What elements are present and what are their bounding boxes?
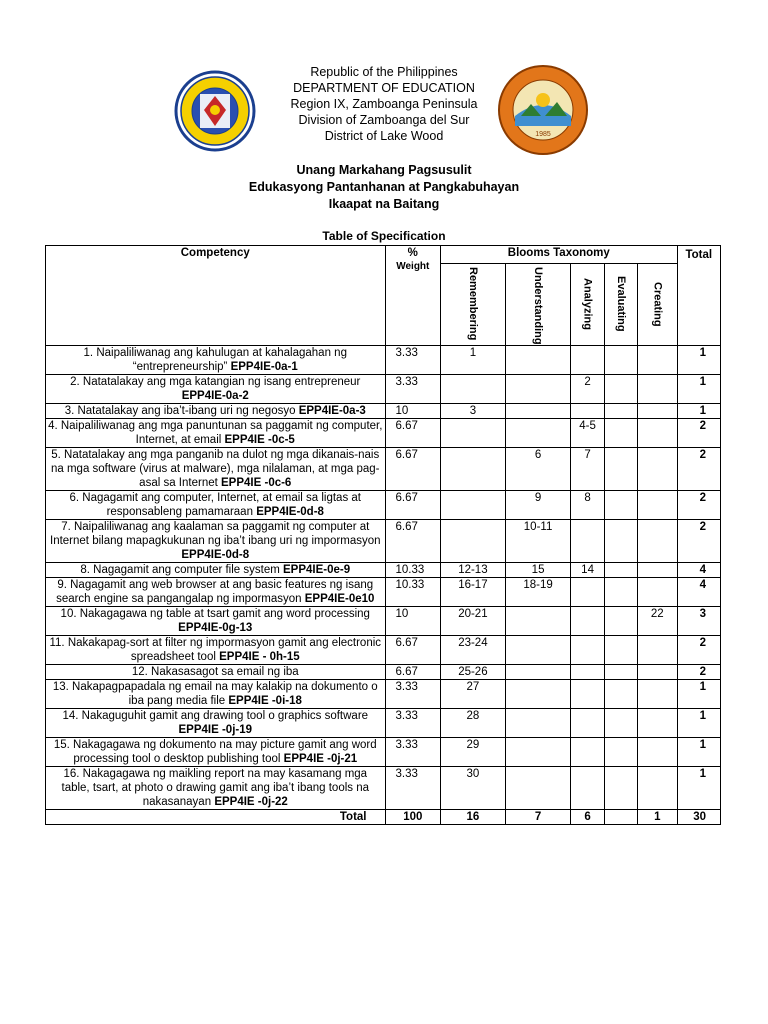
seal-year: 1985 bbox=[535, 131, 551, 138]
total-cell: 1 bbox=[677, 345, 721, 374]
percent-label: % bbox=[407, 247, 418, 259]
competency-cell bbox=[46, 490, 386, 519]
weight-cell: 6.67 bbox=[385, 418, 441, 447]
creating-cell bbox=[638, 635, 677, 664]
total-cell: 1 bbox=[677, 737, 721, 766]
table-title: Table of Specification bbox=[322, 229, 446, 243]
competency-code: EPP4IE-0a-1 bbox=[230, 360, 298, 373]
total-und-cell: 7 bbox=[505, 809, 571, 824]
remembering-cell: 16-17 bbox=[441, 577, 506, 606]
analyzing-label: Analyzing bbox=[581, 278, 594, 330]
remembering-cell bbox=[441, 418, 506, 447]
competency-cell bbox=[46, 606, 386, 635]
competency-text: 14. Nakaguguhit gamit ang drawing tool o graphics software bbox=[62, 709, 369, 722]
table-row bbox=[46, 447, 721, 490]
table-body bbox=[46, 345, 721, 824]
total-row-label: Total bbox=[46, 809, 386, 824]
creating-header bbox=[638, 264, 677, 346]
competency-cell bbox=[46, 679, 386, 708]
analyzing-cell bbox=[571, 679, 604, 708]
evaluating-cell bbox=[604, 635, 637, 664]
competency-code: EPP4IE-0e-9 bbox=[283, 563, 351, 576]
table-row bbox=[46, 562, 721, 577]
competency-text: 10. Nakagagawa ng table at tsart gamit ang word processing bbox=[60, 607, 370, 620]
analyzing-cell: 14 bbox=[571, 562, 604, 577]
evaluating-cell bbox=[604, 519, 637, 562]
competency-cell bbox=[46, 447, 386, 490]
competency-code: EPP4IE -0c-5 bbox=[224, 433, 295, 446]
total-cell: 2 bbox=[677, 664, 721, 679]
total-cell: 4 bbox=[677, 562, 721, 577]
weight-cell: 10 bbox=[385, 606, 441, 635]
remembering-cell: 3 bbox=[441, 403, 506, 418]
weight-header bbox=[385, 246, 441, 346]
competency-text: 3. Natatalakay ang iba’t-ibang uri ng negosyo bbox=[64, 404, 296, 417]
remembering-cell: 28 bbox=[441, 708, 506, 737]
evaluating-cell bbox=[604, 606, 637, 635]
remembering-cell bbox=[441, 374, 506, 403]
total-cell: 1 bbox=[677, 679, 721, 708]
creating-cell bbox=[638, 562, 677, 577]
competency-code: EPP4IE-0d-8 bbox=[181, 548, 250, 561]
evaluating-cell bbox=[604, 577, 637, 606]
exam-title-line1: Unang Markahang Pagsusulit bbox=[296, 163, 472, 177]
exam-title-line2: Edukasyong Pantanhanan at Pangkabuhayan bbox=[248, 180, 520, 194]
understanding-cell bbox=[505, 606, 571, 635]
remembering-cell: 20-21 bbox=[441, 606, 506, 635]
competency-cell bbox=[46, 737, 386, 766]
table-row bbox=[46, 577, 721, 606]
creating-cell bbox=[638, 447, 677, 490]
weight-cell: 3.33 bbox=[385, 708, 441, 737]
creating-label: Creating bbox=[651, 282, 664, 327]
total-cell: 2 bbox=[677, 519, 721, 562]
total-eva-cell bbox=[604, 809, 637, 824]
evaluating-cell bbox=[604, 562, 637, 577]
analyzing-header bbox=[571, 264, 604, 346]
weight-cell: 3.33 bbox=[385, 737, 441, 766]
remembering-cell: 30 bbox=[441, 766, 506, 809]
exam-titles bbox=[0, 162, 768, 213]
weight-cell: 6.67 bbox=[385, 635, 441, 664]
weight-cell: 3.33 bbox=[385, 345, 441, 374]
competency-cell bbox=[46, 403, 386, 418]
competency-cell bbox=[46, 345, 386, 374]
creating-cell bbox=[638, 403, 677, 418]
weight-cell: 3.33 bbox=[385, 766, 441, 809]
competency-code: EPP4IE -0j-22 bbox=[214, 795, 288, 808]
creating-cell bbox=[638, 708, 677, 737]
creating-cell bbox=[638, 418, 677, 447]
evaluating-header bbox=[604, 264, 637, 346]
evaluating-cell bbox=[604, 737, 637, 766]
weight-cell: 6.67 bbox=[385, 519, 441, 562]
total-weight-cell: 100 bbox=[385, 809, 441, 824]
evaluating-cell bbox=[604, 708, 637, 737]
total-cell: 1 bbox=[677, 374, 721, 403]
table-row bbox=[46, 708, 721, 737]
competency-text: 16. Nakagagawa ng maikling report na may kasamang mga table, tsart, at photo o drawing gamit ang iba’t ibang tools na nakasanayan bbox=[61, 767, 370, 808]
table-row bbox=[46, 345, 721, 374]
creating-cell bbox=[638, 519, 677, 562]
region-line: Region IX, Zamboanga Peninsula bbox=[290, 97, 478, 111]
understanding-cell bbox=[505, 766, 571, 809]
department-line: DEPARTMENT OF EDUCATION bbox=[293, 81, 475, 95]
exam-title-line3: Ikaapat na Baitang bbox=[328, 197, 440, 211]
creating-cell: 22 bbox=[638, 606, 677, 635]
analyzing-cell bbox=[571, 708, 604, 737]
remembering-label: Remembering bbox=[466, 267, 479, 341]
creating-cell bbox=[638, 737, 677, 766]
competency-cell bbox=[46, 577, 386, 606]
remembering-cell: 27 bbox=[441, 679, 506, 708]
creating-cell bbox=[638, 490, 677, 519]
evaluating-label: Evaluating bbox=[614, 276, 627, 332]
evaluating-cell bbox=[604, 418, 637, 447]
remembering-cell: 29 bbox=[441, 737, 506, 766]
evaluating-cell bbox=[604, 679, 637, 708]
competency-cell bbox=[46, 374, 386, 403]
table-row bbox=[46, 418, 721, 447]
competency-cell bbox=[46, 418, 386, 447]
competency-code: EPP4IE-0g-13 bbox=[178, 621, 253, 634]
competency-code: EPP4IE -0j-19 bbox=[178, 723, 253, 736]
remembering-cell bbox=[441, 519, 506, 562]
competency-text: 4. Naipaliliwanag ang mga panuntunan sa paggamit ng computer, Internet, at email bbox=[48, 419, 383, 446]
weight-cell: 10 bbox=[385, 403, 441, 418]
total-cell: 1 bbox=[677, 403, 721, 418]
creating-cell bbox=[638, 577, 677, 606]
table-of-specification bbox=[45, 245, 721, 825]
table-row bbox=[46, 635, 721, 664]
understanding-cell bbox=[505, 737, 571, 766]
remembering-cell: 12-13 bbox=[441, 562, 506, 577]
evaluating-cell bbox=[604, 664, 637, 679]
understanding-cell: 15 bbox=[505, 562, 571, 577]
creating-cell bbox=[638, 664, 677, 679]
analyzing-cell bbox=[571, 403, 604, 418]
analyzing-cell bbox=[571, 345, 604, 374]
total-cell: 2 bbox=[677, 635, 721, 664]
weight-label: Weight bbox=[396, 261, 430, 272]
understanding-label: Understanding bbox=[532, 267, 545, 345]
division-line: Division of Zamboanga del Sur bbox=[298, 113, 470, 127]
table-row bbox=[46, 606, 721, 635]
understanding-cell bbox=[505, 708, 571, 737]
understanding-cell bbox=[505, 664, 571, 679]
competency-code: EPP4IE-0e10 bbox=[304, 592, 375, 605]
competency-text: 9. Nagagamit ang web browser at ang basic features ng isang search engine sa pangangalap ng impormasyon bbox=[56, 578, 374, 605]
competency-text: 1. Naipaliliwanag ang kahulugan at kahalagahan ng “entrepreneurship” bbox=[83, 346, 347, 373]
weight-cell: 3.33 bbox=[385, 679, 441, 708]
table-row bbox=[46, 679, 721, 708]
total-cell: 1 bbox=[677, 708, 721, 737]
district-line: District of Lake Wood bbox=[324, 129, 444, 143]
competency-cell bbox=[46, 635, 386, 664]
competency-code: EPP4IE-0a-2 bbox=[181, 389, 249, 402]
remembering-cell: 23-24 bbox=[441, 635, 506, 664]
table-row bbox=[46, 766, 721, 809]
table-row bbox=[46, 664, 721, 679]
total-cell: 3 bbox=[677, 606, 721, 635]
total-cell: 2 bbox=[677, 447, 721, 490]
understanding-cell: 10-11 bbox=[505, 519, 571, 562]
understanding-cell bbox=[505, 345, 571, 374]
understanding-cell bbox=[505, 635, 571, 664]
competency-cell bbox=[46, 766, 386, 809]
competency-code: EPP4IE -0i-18 bbox=[228, 694, 302, 707]
total-cell: 2 bbox=[677, 490, 721, 519]
analyzing-cell: 4-5 bbox=[571, 418, 604, 447]
competency-cell bbox=[46, 664, 386, 679]
competency-text: 11. Nakakapag-sort at filter ng impormasyon gamit ang electronic spreadsheet tool bbox=[49, 636, 382, 663]
weight-cell: 6.67 bbox=[385, 664, 441, 679]
table-row bbox=[46, 519, 721, 562]
creating-cell bbox=[638, 679, 677, 708]
weight-cell: 6.67 bbox=[385, 447, 441, 490]
analyzing-cell bbox=[571, 635, 604, 664]
competency-code: EPP4IE-0d-8 bbox=[256, 505, 324, 518]
evaluating-cell bbox=[604, 766, 637, 809]
understanding-cell: 9 bbox=[505, 490, 571, 519]
understanding-cell: 18-19 bbox=[505, 577, 571, 606]
analyzing-cell bbox=[571, 577, 604, 606]
table-row bbox=[46, 490, 721, 519]
competency-cell bbox=[46, 708, 386, 737]
letterhead bbox=[0, 64, 768, 144]
analyzing-cell bbox=[571, 519, 604, 562]
remembering-cell: 25-26 bbox=[441, 664, 506, 679]
total-row bbox=[46, 809, 721, 824]
evaluating-cell bbox=[604, 403, 637, 418]
evaluating-cell bbox=[604, 345, 637, 374]
republic-line: Republic of the Philippines bbox=[310, 65, 458, 79]
total-rem-cell: 16 bbox=[441, 809, 506, 824]
table-row bbox=[46, 403, 721, 418]
remembering-cell: 1 bbox=[441, 345, 506, 374]
understanding-cell bbox=[505, 403, 571, 418]
total-ana-cell: 6 bbox=[571, 809, 604, 824]
remembering-cell bbox=[441, 447, 506, 490]
analyzing-cell: 8 bbox=[571, 490, 604, 519]
competency-text: 6. Nagagamit ang computer, Internet, at email sa ligtas at responsableng pamamaraan bbox=[69, 491, 361, 518]
competency-cell bbox=[46, 562, 386, 577]
understanding-header bbox=[505, 264, 571, 346]
total-cell: 4 bbox=[677, 577, 721, 606]
remembering-cell bbox=[441, 490, 506, 519]
analyzing-cell bbox=[571, 766, 604, 809]
lake-wood-district-seal-logo bbox=[497, 64, 589, 156]
analyzing-cell bbox=[571, 606, 604, 635]
understanding-cell bbox=[505, 679, 571, 708]
total-cre-cell: 1 bbox=[638, 809, 677, 824]
understanding-cell bbox=[505, 418, 571, 447]
competency-text: 2. Natatalakay ang mga katangian ng isang entrepreneur bbox=[70, 375, 361, 388]
weight-cell: 6.67 bbox=[385, 490, 441, 519]
competency-code: EPP4IE-0a-3 bbox=[298, 404, 366, 417]
analyzing-cell bbox=[571, 737, 604, 766]
total-header: Total bbox=[677, 246, 721, 346]
competency-text: 5. Natatalakay ang mga panganib na dulot ng mga dikanais-nais na mga software (virus at malware), mga nilalaman, at mga pag-asal sa Internet bbox=[50, 448, 380, 489]
evaluating-cell bbox=[604, 447, 637, 490]
evaluating-cell bbox=[604, 490, 637, 519]
remembering-header bbox=[441, 264, 506, 346]
total-total-cell: 30 bbox=[677, 809, 721, 824]
competency-cell bbox=[46, 519, 386, 562]
total-cell: 1 bbox=[677, 766, 721, 809]
creating-cell bbox=[638, 345, 677, 374]
weight-cell: 10.33 bbox=[385, 562, 441, 577]
understanding-cell: 6 bbox=[505, 447, 571, 490]
total-cell: 2 bbox=[677, 418, 721, 447]
competency-code: EPP4IE -0j-21 bbox=[283, 752, 358, 765]
weight-cell: 10.33 bbox=[385, 577, 441, 606]
weight-cell: 3.33 bbox=[385, 374, 441, 403]
competency-text: 13. Nakapagpapadala ng email na may kalakip na dokumento o iba pang media file bbox=[52, 680, 378, 707]
creating-cell bbox=[638, 374, 677, 403]
understanding-cell bbox=[505, 374, 571, 403]
competency-code: EPP4IE -0c-6 bbox=[221, 476, 292, 489]
competency-text: 8. Nagagamit ang computer file system bbox=[80, 563, 280, 576]
table-row bbox=[46, 737, 721, 766]
competency-text: 15. Nakagagawa ng dokumento na may picture gamit ang word processing tool o desktop publishing tool bbox=[53, 738, 377, 765]
deped-seal-logo bbox=[160, 70, 270, 152]
creating-cell bbox=[638, 766, 677, 809]
blooms-taxonomy-header: Blooms Taxonomy bbox=[441, 246, 677, 264]
analyzing-cell bbox=[571, 664, 604, 679]
analyzing-cell: 2 bbox=[571, 374, 604, 403]
evaluating-cell bbox=[604, 374, 637, 403]
competency-text: 12. Nakasasagot sa email ng iba bbox=[131, 665, 299, 678]
analyzing-cell: 7 bbox=[571, 447, 604, 490]
competency-code: EPP4IE - 0h-15 bbox=[219, 650, 300, 663]
competency-text: 7. Naipaliliwanag ang kaalaman sa paggamit ng computer at Internet bilang mapagkukunan ng iba’t ibang uri ng impormasyon bbox=[50, 520, 381, 547]
table-row bbox=[46, 374, 721, 403]
competency-header: Competency bbox=[46, 246, 386, 346]
